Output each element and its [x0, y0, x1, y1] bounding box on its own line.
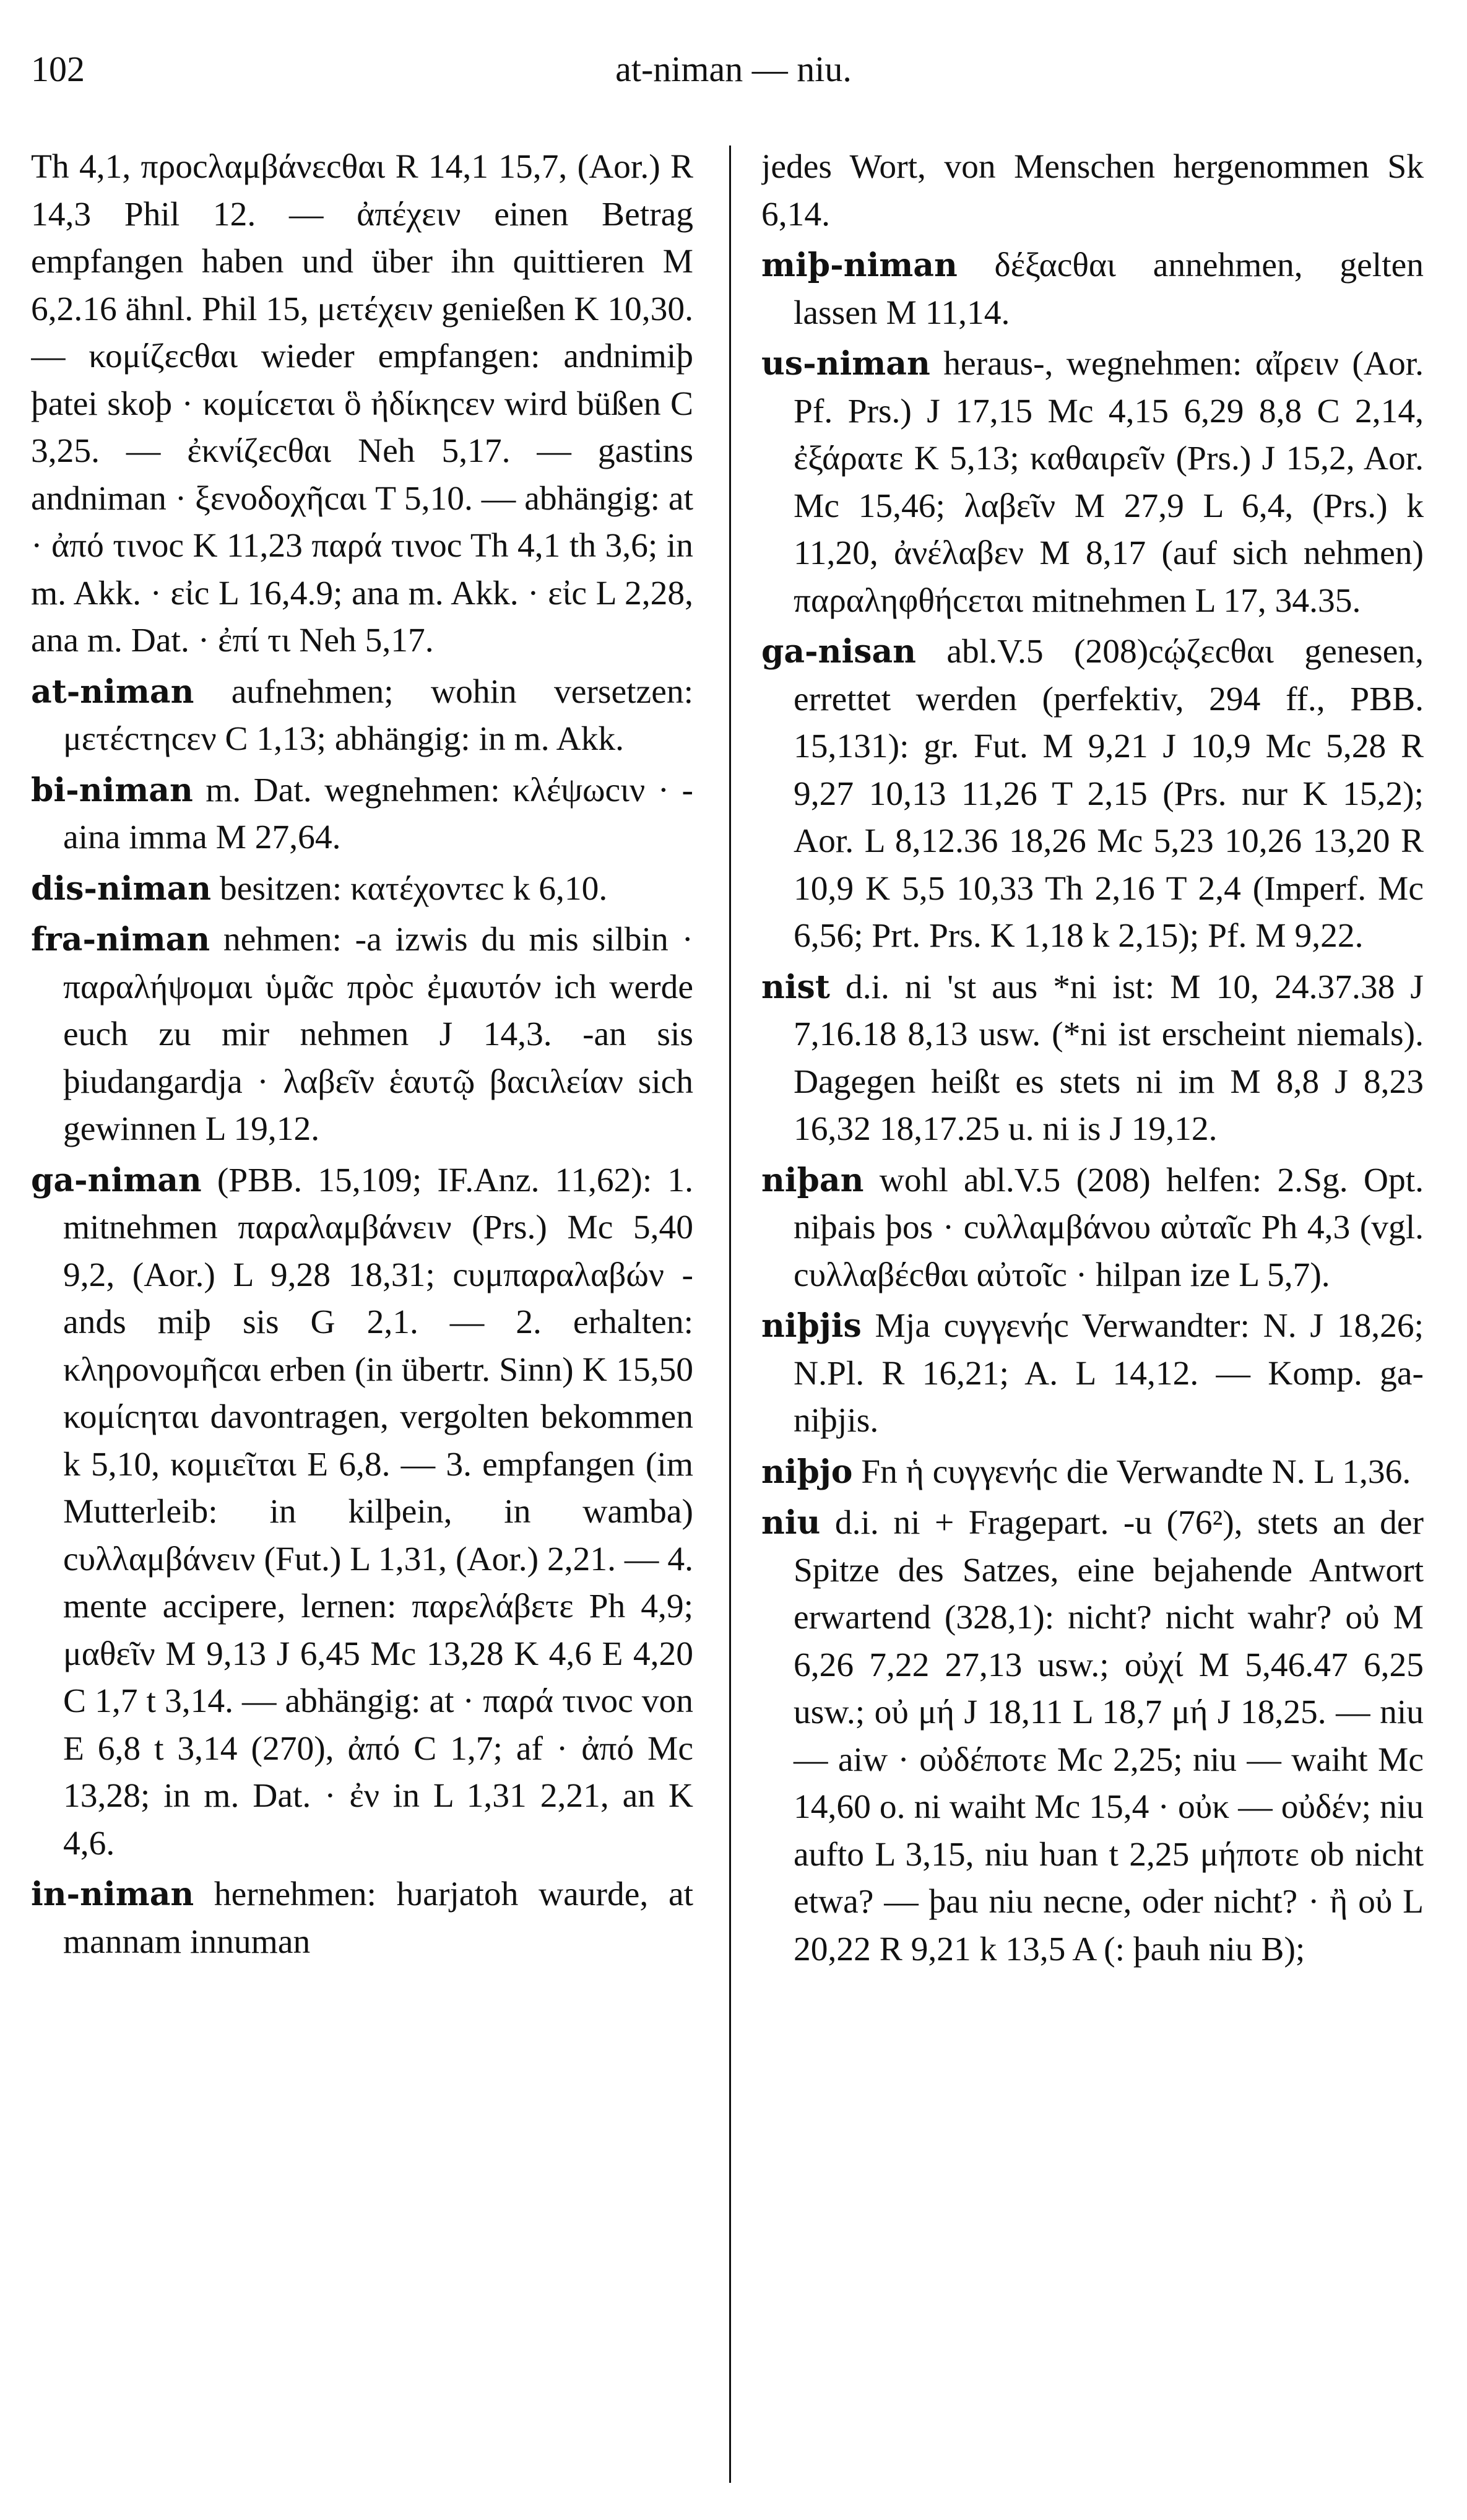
entry-text: δέξαcθαι annehmen, gelten lassen M 11,14.: [794, 246, 1424, 332]
page-number: 102: [31, 49, 85, 89]
dictionary-entry: [761, 242, 1424, 337]
entry-headword: us-niman: [761, 345, 930, 383]
entry-text: besitzen: κατέχοντεc k 6,10.: [219, 869, 608, 908]
entry-text: d.i. ni 'st aus *ni ist: M 10, 24.37.38 J 7,16.18 8,13 usw. (*ni ist erscheint niemals). Dagegen heißt es stets ni im M 8,8 J 8,23 16,32 18,17.25 u. ni is J 19,12.: [794, 968, 1424, 1148]
dictionary-entry: [31, 767, 693, 862]
column-divider: [729, 146, 731, 2483]
dictionary-entry: [31, 916, 693, 1154]
entry-headword: bi-niman: [31, 771, 193, 809]
dictionary-entry: [31, 1871, 693, 1966]
entry-text: Mja cυγγενήc Verwandter: N. J 18,26; N.Pl. R 16,21; A. L 14,12. — Komp. ga-niþjis.: [794, 1307, 1424, 1440]
dictionary-entry: [761, 341, 1424, 625]
entry-headword: niþjo: [761, 1453, 853, 1491]
entry-text: Fn ἡ cυγγενήc die Verwandte N. L 1,36.: [861, 1453, 1411, 1491]
page-header: [31, 48, 1436, 98]
left-column: [31, 144, 693, 2501]
dictionary-entry: [761, 1500, 1424, 1973]
entry-headword: dis-niman: [31, 869, 212, 908]
entry-headword: in-niman: [31, 1875, 194, 1913]
dictionary-entry: [761, 144, 1424, 238]
entry-headword: nist: [761, 968, 830, 1006]
entry-text: aufnehmen; wohin versetzen: μετέcτηcεν C 1,13; abhängig: in m. Akk.: [63, 672, 693, 758]
entry-text: jedes Wort, von Menschen hergenommen Sk 6,14.: [761, 148, 1424, 233]
entry-text: Th 4,1, προcλαμβάνεcθαι R 14,1 15,7, (Aor.) R 14,3 Phil 12. — ἀπέχειν einen Betrag empfangen haben und über ihn quittieren M 6,2.16 ähnl. Phil 15, μετέχειν genießen K 10,30. — κομίζεcθαι wieder empfangen: andnimiþ þatei skoþ · κομίcεται ὃ ἠδίκηcεν wird büßen C 3,25. — ἐκνίζεcθαι Neh 5,17. — gastins andniman · ξενοδοχῆcαι T 5,10. — abhängig: at · ἀπό τινοc K 11,23 παρά τινοc Th 4,1 th 3,6; in m. Akk. · εἰc L 16,4.9; ana m. Akk. · εἰc L 2,28, ana m. Dat. · ἐπί τι Neh 5,17.: [31, 148, 693, 659]
entry-text: heraus-, wegnehmen: αἴρειν (Aor. Pf. Prs.) J 17,15 Mc 4,15 6,29 8,8 C 2,14, ἐξάρατε K 5,13; καθαιρεῖν (Prs.) J 15,2, Aor. Mc 15,46; λαβεῖν M 27,9 L 6,4, (Prs.) k 11,20, ἀνέλαβεν M 8,17 (auf sich nehmen) παραληφθήcεται mitnehmen L 17, 34.35.: [794, 345, 1424, 620]
dictionary-entry: [31, 144, 693, 665]
entry-text: nehmen: -a izwis du mis silbin · παραλήψομαι ὑμᾶc πρὸc ἐμαυτόν ich werde euch zu mir nehmen J 14,3. -an sis þiudangardja · λαβεῖν ἑαυτῷ βαcιλείαν sich gewinnen L 19,12.: [63, 921, 693, 1148]
entry-text: m. Dat. wegnehmen: κλέψωcιν · -aina imma M 27,64.: [63, 771, 693, 856]
dictionary-entry: [31, 669, 693, 763]
dictionary-entry: [761, 1157, 1424, 1300]
dictionary-entry: [31, 866, 693, 913]
entry-text: abl.V.5 (208)cῴζεcθαι genesen, errettet werden (perfektiv, 294 ff., PBB. 15,131): gr. Fut. M 9,21 J 10,9 Mc 5,28 R 9,27 10,13 11,26 T 2,15 (Prs. nur K 15,2); Aor. L 8,12.36 18,26 Mc 5,23 10,26 13,20 R 10,9 K 5,5 10,33 Th 2,16 T 2,4 (Imperf. Mc 6,56; Prt. Prs. K 1,18 k 2,15); Pf. M 9,22.: [794, 633, 1424, 955]
right-column: [761, 144, 1424, 2501]
entry-headword: ga-nisan: [761, 633, 916, 671]
dictionary-entry: [31, 1157, 693, 1868]
dictionary-entry: [761, 1303, 1424, 1445]
entry-headword: niu: [761, 1504, 821, 1542]
entry-headword: at-niman: [31, 672, 194, 711]
entry-headword: ga-niman: [31, 1161, 202, 1199]
dictionary-entry: [761, 1449, 1424, 1497]
entry-text: d.i. ni + Fragepart. -u (76²), stets an der Spitze des Satzes, eine bejahende Antwort erwartend (328,1): nicht? nicht wahr? οὐ M 6,26 7,22 27,13 usw.; οὐχί M 5,46.47 6,25 usw.; οὐ μή J 18,11 L 18,7 μή J 18,25. — niu — aiw · οὐδέποτε Mc 2,25; niu — waiht Mc 14,60 o. ni waiht Mc 15,4 · οὐκ — οὐδέν; niu aufto L 3,15, niu ƕan t 2,25 μήποτε ob nicht etwa? — þau niu necne, oder nicht? · ἢ οὐ L 20,22 R 9,21 k 13,5 A (: þauh niu B);: [794, 1504, 1424, 1968]
entry-text: hernehmen: ƕarjatoh waurde, at mannam innuman: [63, 1875, 693, 1961]
running-title: at-niman — niu.: [615, 49, 852, 89]
dictionary-entry: [761, 628, 1424, 960]
entry-headword: niþjis: [761, 1307, 862, 1345]
dictionary-entry: [761, 964, 1424, 1154]
entry-headword: miþ-niman: [761, 246, 958, 284]
entry-text: (PBB. 15,109; IF.Anz. 11,62): 1. mitnehmen παραλαμβάνειν (Prs.) Mc 5,40 9,2, (Aor.) L 9,28 18,31; cυμπαραλαβών -ands miþ sis G 2,1. — 2. erhalten: κληρονομῆcαι erben (in übertr. Sinn) K 15,50 κομίcηται davontragen, vergolten bekommen k 5,10, κομιεῖται E 6,8. — 3. empfangen (im Mutterleib: in kilþein, in wamba) cυλλαμβάνειν (Fut.) L 1,31, (Aor.) 2,21. — 4. mente accipere, lernen: παρελάβετε Ph 4,9; μαθεῖν M 9,13 J 6,45 Mc 13,28 K 4,6 E 4,20 C 1,7 t 3,14. — abhängig: at · παρά τινοc von E 6,8 t 3,14 (270), ἀπό C 1,7; af · ἀπό Mc 13,28; in m. Dat. · ἐν in L 1,31 2,21, an K 4,6.: [63, 1161, 693, 1862]
entry-text: wohl abl.V.5 (208) helfen: 2.Sg. Opt. niþais þos · cυλλαμβάνου αὐταῖc Ph 4,3 (vgl. cυλλαβέcθαι αὐτοῖc · hilpan ize L 5,7).: [794, 1161, 1424, 1294]
entry-headword: fra-niman: [31, 921, 210, 958]
entry-headword: niþan: [761, 1161, 864, 1199]
